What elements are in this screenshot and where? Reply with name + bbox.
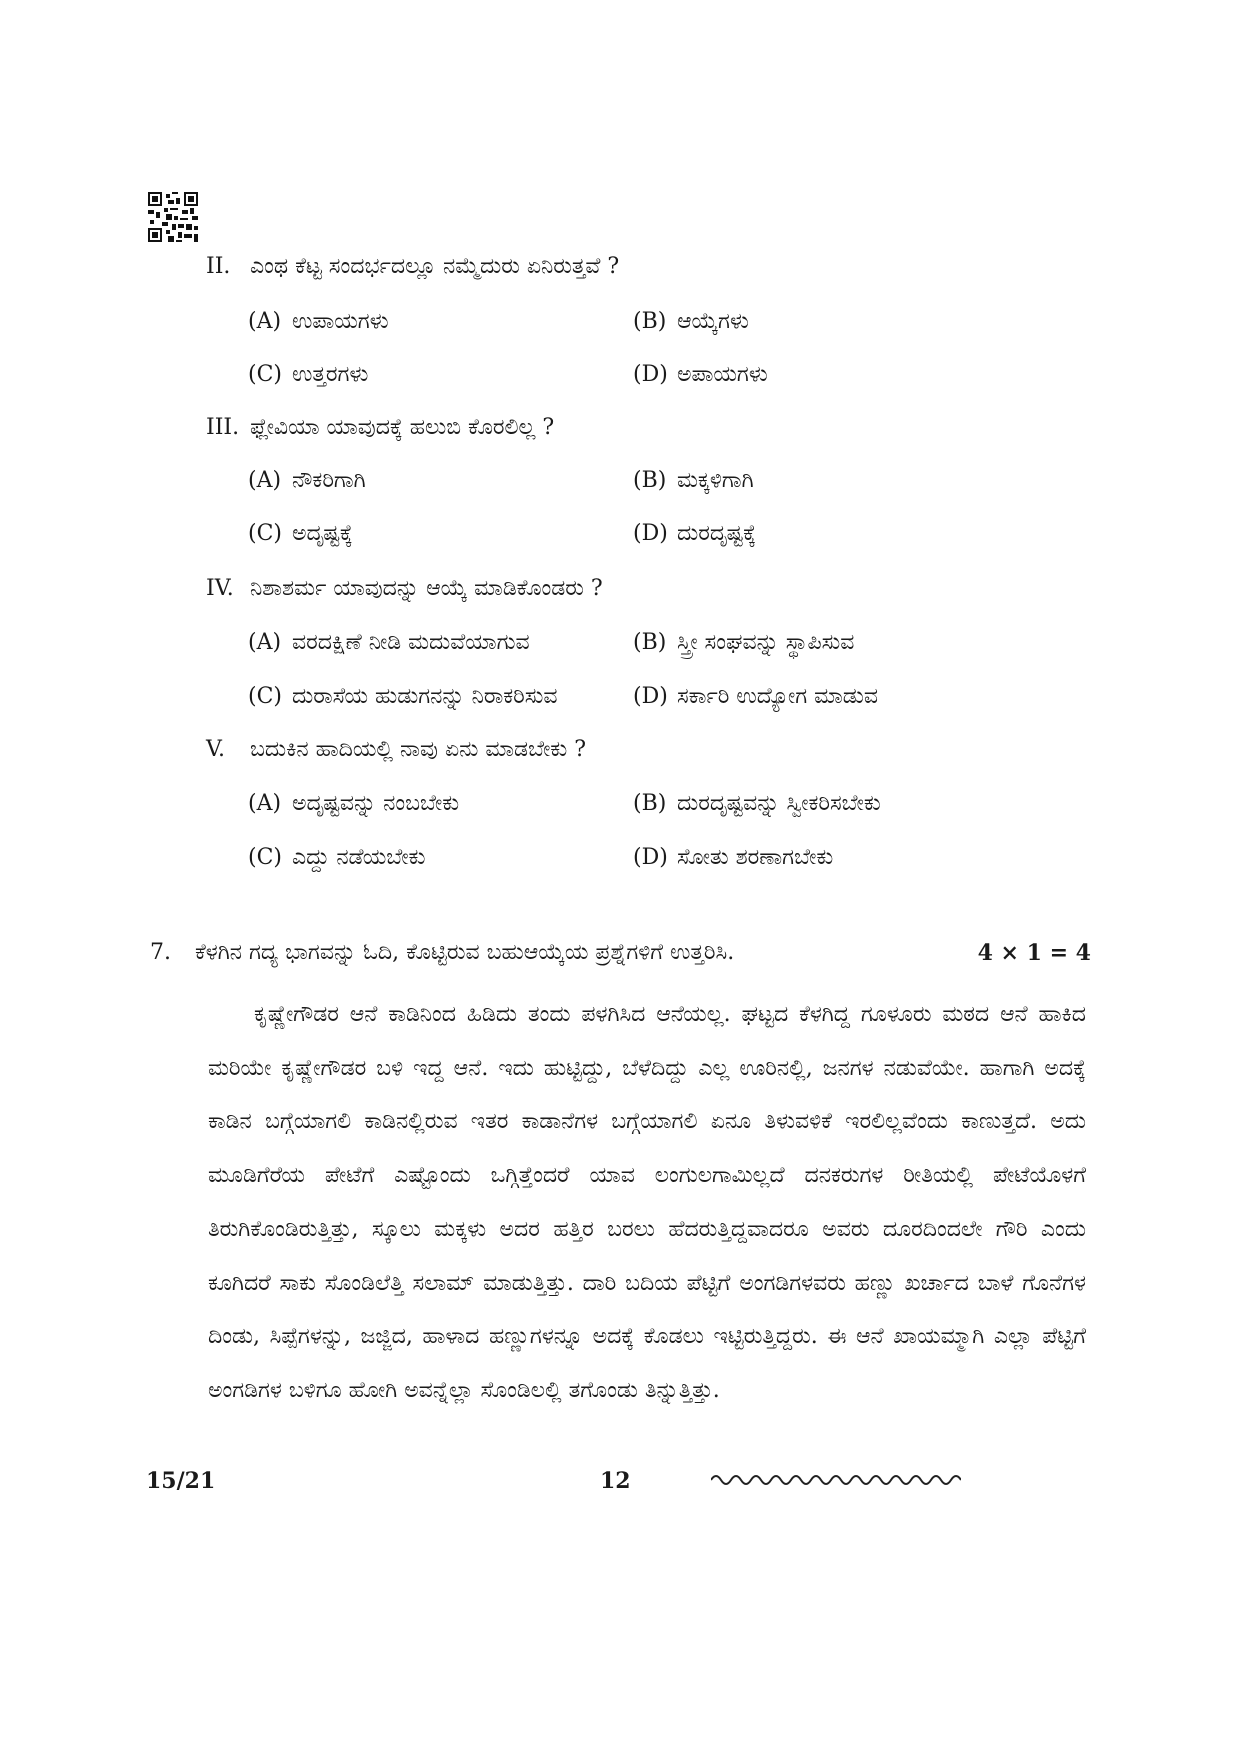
option-b <box>633 466 754 496</box>
option-label: (B) <box>633 468 667 493</box>
option-label: (B) <box>633 309 667 334</box>
option-a <box>248 628 530 658</box>
option-text: ಸರ್ಕಾರಿ ಉದ್ಯೋಗ ಮಾಡುವ <box>677 684 878 709</box>
option-label: (D) <box>633 521 668 546</box>
option-c <box>248 519 353 549</box>
option-text: ಮಕ್ಕಳಿಗಾಗಿ <box>677 468 754 493</box>
option-c <box>248 682 558 712</box>
paper-code: 15/21 <box>146 1468 216 1494</box>
question-text: ಎಂಥ ಕೆಟ್ಟ ಸಂದರ್ಭದಲ್ಲೂ ನಮ್ಮೆದುರು ಏನಿರುತ್ತವೆ ? <box>250 254 620 279</box>
option-label: (C) <box>248 362 282 387</box>
option-b <box>633 789 881 819</box>
option-text: ಸ್ತ್ರೀ ಸಂಘವನ್ನು ಸ್ಥಾಪಿಸುವ <box>677 630 855 655</box>
option-text: ಆಯ್ಕೆಗಳು <box>677 309 749 334</box>
option-label: (A) <box>248 468 282 493</box>
option-a <box>248 307 389 337</box>
option-label: (C) <box>248 521 282 546</box>
question-number: IV. <box>206 576 234 601</box>
option-b <box>633 628 854 658</box>
option-label: (D) <box>633 684 668 709</box>
option-d <box>633 519 756 549</box>
option-c <box>248 360 368 390</box>
option-text: ಸೋತು ಶರಣಾಗಬೇಕು <box>677 845 834 870</box>
option-text: ಅದೃಷ್ಟವನ್ನು ನಂಬಬೇಕು <box>292 791 460 816</box>
question-number: II. <box>206 254 231 279</box>
question-text: ನಿಶಾಶರ್ಮ ಯಾವುದನ್ನು ಆಯ್ಕೆ ಮಾಡಿಕೊಂಡರು ? <box>250 576 603 601</box>
option-b <box>633 307 749 337</box>
question-text: ಬದುಕಿನ ಹಾದಿಯಲ್ಲಿ ನಾವು ಏನು ಮಾಡಬೇಕು ? <box>250 737 586 762</box>
option-text: ಅಪಾಯಗಳು <box>677 362 768 387</box>
option-label: (C) <box>248 684 282 709</box>
option-text: ನೌಕರಿಗಾಗಿ <box>292 468 366 493</box>
option-label: (A) <box>248 630 282 655</box>
passage-text: ಕೃಷ್ಣೇಗೌಡರ ಆನೆ ಕಾಡಿನಿಂದ ಹಿಡಿದು ತಂದು ಪಳಗಿಸಿದ ಆನೆಯಲ್ಲ. ಘಟ್ಟದ ಕೆಳಗಿದ್ದ ಗೂಳೂರು ಮಠದ ಆನೆ ಹಾಕಿದ ಮರಿಯೇ ಕೃಷ್ಣೇಗೌಡರ ಬಳಿ ಇದ್ದ ಆನೆ. ಇದು ಹುಟ್ಟಿದ್ದು, ಬೆಳೆದಿದ್ದು ಎಲ್ಲ ಊರಿನಲ್ಲಿ, ಜನಗಳ ನಡುವೆಯೇ. ಹಾಗಾಗಿ ಅದಕ್ಕೆ ಕಾಡಿನ ಬಗ್ಗೆಯಾಗಲಿ ಕಾಡಿನಲ್ಲಿರುವ ಇತರ ಕಾಡಾನೆಗಳ ಬಗ್ಗೆಯಾಗಲಿ ಏನೂ ತಿಳುವಳಿಕೆ ಇರಲಿಲ್ಲವೆಂದು ಕಾಣುತ್ತದೆ. ಅದು ಮೂಡಿಗೆರೆಯ ಪೇಟೆಗೆ ಎಷ್ಟೊಂದು ಒಗ್ಗಿತ್ತೆಂದರೆ ಯಾವ ಲಂಗುಲಗಾಮಿಲ್ಲದೆ ದನಕರುಗಳ ರೀತಿಯಲ್ಲಿ ಪೇಟೆಯೊಳಗೆ ತಿರುಗಿಕೊಂಡಿರುತ್ತಿತ್ತು, ಸ್ಕೂಲು ಮಕ್ಕಳು ಅದರ ಹತ್ತಿರ ಬರಲು ಹೆದರುತ್ತಿದ್ದವಾದರೂ ಅವರು ದೂರದಿಂದಲೇ ಗೌರಿ ಎಂದು ಕೂಗಿದರೆ ಸಾಕು ಸೊಂಡಿಲೆತ್ತಿ ಸಲಾಮ್ ಮಾಡುತ್ತಿತ್ತು. ದಾರಿ ಬದಿಯ ಪೆಟ್ಟಿಗೆ ಅಂಗಡಿಗಳವರು ಹಣ್ಣು ಖರ್ಚಾದ ಬಾಳೆ ಗೊನೆಗಳ ದಿಂಡು, ಸಿಪ್ಪೆಗಳನ್ನು, ಜಜ್ಜಿದ, ಹಾಳಾದ ಹಣ್ಣುಗಳನ್ನೂ ಅದಕ್ಕೆ ಕೊಡಲು ಇಟ್ಟಿರುತ್ತಿದ್ದರು. ಈ ಆನೆ ಖಾಯಮ್ಮಾಗಿ ಎಲ್ಲಾ ಪೆಟ್ಟಿಗೆ ಅಂಗಡಿಗಳ ಬಳಿಗೂ ಹೋಗಿ ಅವನ್ನೆಲ್ಲಾ ಸೊಂಡಿಲಲ್ಲಿ ತಗೊಂಡು ತಿನ್ನುತ್ತಿತ್ತು. <box>208 1002 1086 1403</box>
option-label: (B) <box>633 630 667 655</box>
option-d <box>633 360 768 390</box>
option-a <box>248 789 459 819</box>
question-text: ಫ್ಲೇವಿಯಾ ಯಾವುದಕ್ಕೆ ಹಲುಬಿ ಕೊರಲಿಲ್ಲ ? <box>250 415 555 440</box>
option-text: ಎದ್ದು ನಡೆಯಬೇಕು <box>292 845 426 870</box>
option-label: (C) <box>248 845 282 870</box>
option-text: ದುರಾಸೆಯ ಹುಡುಗನನ್ನು ನಿರಾಕರಿಸುವ <box>292 684 558 709</box>
option-label: (D) <box>633 362 668 387</box>
option-text: ದುರದೃಷ್ಟಕ್ಕೆ <box>677 521 757 546</box>
qr-code-icon <box>148 192 198 242</box>
option-label: (A) <box>248 309 282 334</box>
marks-allocation: 4 × 1 = 4 <box>977 940 1091 966</box>
option-c <box>248 843 425 873</box>
option-label: (B) <box>633 791 667 816</box>
option-label: (D) <box>633 845 668 870</box>
option-text: ಉಪಾಯಗಳು <box>292 309 389 334</box>
option-label: (A) <box>248 791 282 816</box>
question-number: III. <box>206 415 240 440</box>
wavy-line-icon <box>711 1470 961 1490</box>
page-number: 12 <box>600 1468 631 1494</box>
option-d <box>633 843 833 873</box>
option-d <box>633 682 878 712</box>
question-number: V. <box>206 737 226 762</box>
option-text: ಅದೃಷ್ಟಕ್ಕೆ <box>292 521 353 546</box>
option-text: ಉತ್ತರಗಳು <box>292 362 369 387</box>
option-a <box>248 466 366 496</box>
question-instruction: ಕೆಳಗಿನ ಗದ್ಯ ಭಾಗವನ್ನು ಓದಿ, ಕೊಟ್ಟಿರುವ ಬಹುಆಯ್ಕೆಯ ಪ್ರಶ್ನೆಗಳಿಗೆ ಉತ್ತರಿಸಿ. <box>195 940 735 965</box>
option-text: ವರದಕ್ಷಿಣೆ ನೀಡಿ ಮದುವೆಯಾಗುವ <box>292 630 530 655</box>
option-text: ದುರದೃಷ್ಟವನ್ನು ಸ್ವೀಕರಿಸಬೇಕು <box>677 791 881 816</box>
question-number: 7. <box>150 940 171 965</box>
